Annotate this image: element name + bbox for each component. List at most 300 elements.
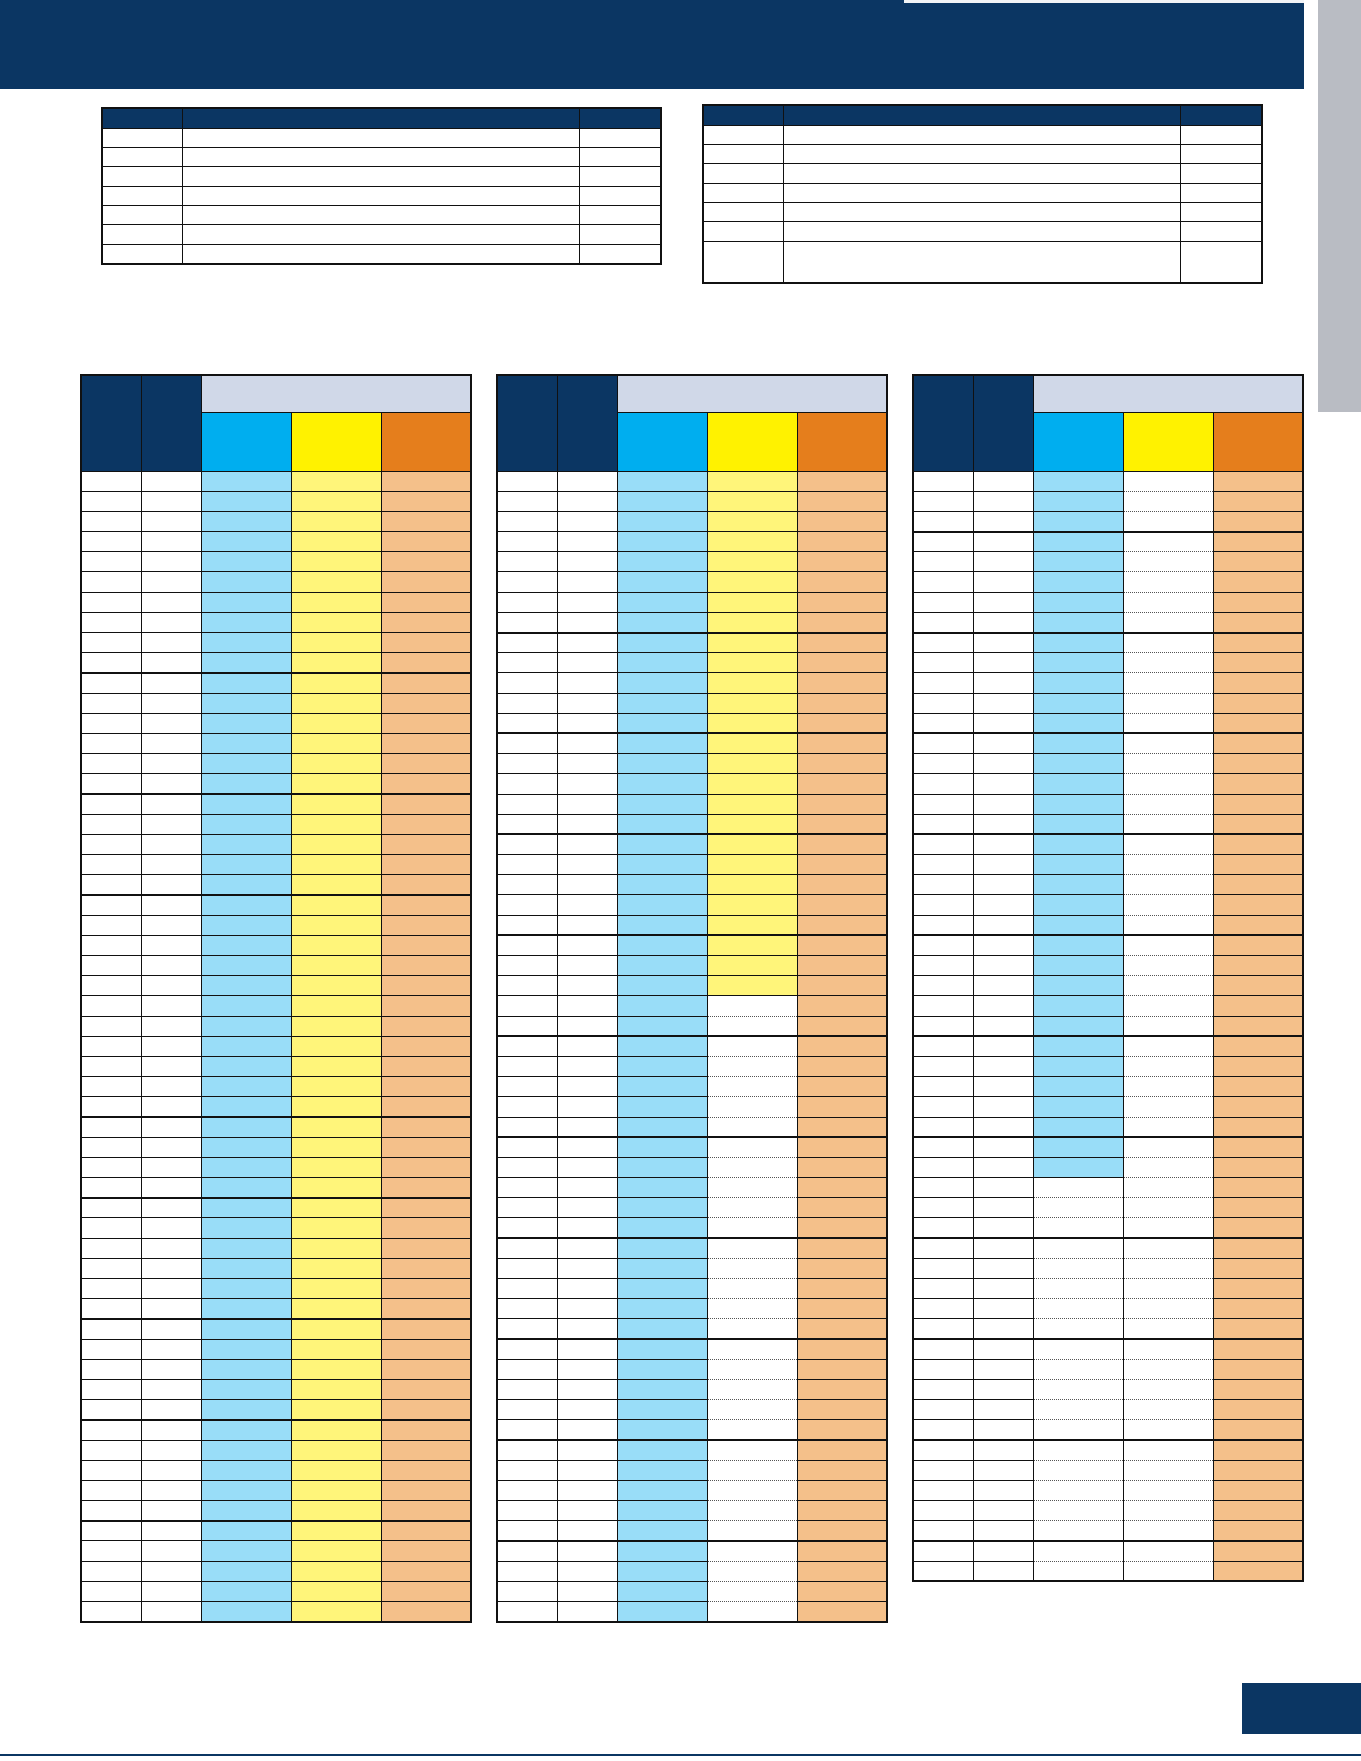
orange-cell	[381, 532, 471, 552]
orange-cell	[1213, 855, 1303, 875]
decimal-cell	[141, 1117, 201, 1137]
blue-cell	[201, 1359, 291, 1379]
blue-cell	[1033, 976, 1123, 996]
legend-cell	[580, 206, 661, 225]
yellow-cell	[1123, 471, 1213, 491]
decimal-cell	[141, 1157, 201, 1177]
table-row	[913, 834, 1303, 854]
blue-cell	[201, 1420, 291, 1440]
yellow-cell	[707, 1117, 797, 1137]
table-row	[913, 733, 1303, 753]
yellow-cell	[707, 794, 797, 814]
legend-row	[703, 144, 1262, 163]
decimal-cell	[557, 1056, 617, 1076]
blue-cell	[1033, 1460, 1123, 1480]
table-row	[913, 1379, 1303, 1399]
blue-cell	[1033, 471, 1123, 491]
orange-cell	[797, 1521, 887, 1541]
yellow-cell	[707, 673, 797, 693]
orange-cell	[381, 1198, 471, 1218]
orange-cell	[797, 1097, 887, 1117]
yellow-cell	[707, 875, 797, 895]
size-cell	[497, 1077, 557, 1097]
blue-cell	[1033, 875, 1123, 895]
yellow-cell	[291, 1339, 381, 1359]
table-row	[81, 1460, 471, 1480]
table-row	[497, 1016, 887, 1036]
orange-cell	[381, 1561, 471, 1581]
orange-cell	[381, 1359, 471, 1379]
yellow-cell	[1123, 653, 1213, 673]
table-row	[913, 1258, 1303, 1278]
table-row	[913, 1480, 1303, 1500]
size-cell	[497, 1581, 557, 1601]
table-row	[81, 1117, 471, 1137]
table-row	[497, 653, 887, 673]
yellow-cell	[1123, 1056, 1213, 1076]
decimal-cell	[973, 1258, 1033, 1278]
size-cell	[81, 1460, 141, 1480]
size-cell	[913, 1157, 973, 1177]
yellow-cell	[1123, 1501, 1213, 1521]
orange-cell	[381, 1480, 471, 1500]
yellow-cell	[1123, 976, 1213, 996]
orange-cell	[1213, 673, 1303, 693]
decimal-cell	[141, 1400, 201, 1420]
blue-cell	[201, 1440, 291, 1460]
size-cell	[497, 1117, 557, 1137]
orange-cell	[1213, 834, 1303, 854]
blue-cell	[617, 875, 707, 895]
orange-cell	[797, 915, 887, 935]
orange-cell	[381, 834, 471, 854]
size-cell	[81, 612, 141, 632]
size-cell	[913, 754, 973, 774]
yellow-cell	[291, 552, 381, 572]
orange-cell	[797, 653, 887, 673]
table-row	[497, 1400, 887, 1420]
table-row	[913, 1299, 1303, 1319]
decimal-cell	[141, 1258, 201, 1278]
decimal-cell	[141, 976, 201, 996]
yellow-cell	[1123, 956, 1213, 976]
yellow-cell	[707, 1238, 797, 1258]
blue-cell	[201, 1299, 291, 1319]
orange-cell	[1213, 1117, 1303, 1137]
yellow-cell	[1123, 935, 1213, 955]
orange-cell	[797, 1501, 887, 1521]
table-row	[497, 572, 887, 592]
decimal-cell	[973, 1097, 1033, 1117]
size-cell	[497, 1420, 557, 1440]
table-row	[497, 855, 887, 875]
orange-cell	[797, 1400, 887, 1420]
size-cell	[913, 935, 973, 955]
legend-cell	[703, 203, 783, 222]
yellow-cell	[707, 1400, 797, 1420]
yellow-cell	[291, 1218, 381, 1238]
orange-cell	[381, 552, 471, 572]
blue-cell	[201, 612, 291, 632]
orange-cell	[1213, 592, 1303, 612]
size-cell	[497, 572, 557, 592]
yellow-column-header	[707, 412, 797, 471]
decimal-cell	[141, 1056, 201, 1076]
table-row	[913, 1198, 1303, 1218]
yellow-cell	[1123, 915, 1213, 935]
orange-cell	[1213, 1440, 1303, 1460]
decimal-cell	[141, 754, 201, 774]
size-cell	[81, 491, 141, 511]
blue-cell	[617, 754, 707, 774]
table-row	[81, 1440, 471, 1460]
size-cell	[81, 1319, 141, 1339]
orange-cell	[797, 1137, 887, 1157]
size-cell	[497, 673, 557, 693]
column-header-2	[557, 375, 617, 471]
decimal-cell	[557, 875, 617, 895]
orange-cell	[381, 1097, 471, 1117]
decimal-cell	[557, 1420, 617, 1440]
table-row	[497, 1077, 887, 1097]
blue-cell	[1033, 814, 1123, 834]
decimal-cell	[141, 1238, 201, 1258]
legend-cell	[102, 225, 182, 244]
legend-cell	[580, 225, 661, 244]
blue-cell	[201, 1056, 291, 1076]
decimal-cell	[973, 814, 1033, 834]
size-cell	[81, 834, 141, 854]
blue-cell	[1033, 956, 1123, 976]
yellow-cell	[707, 733, 797, 753]
decimal-cell	[973, 572, 1033, 592]
table-row	[497, 1561, 887, 1581]
size-cell	[81, 673, 141, 693]
yellow-cell	[707, 935, 797, 955]
table-row	[497, 1299, 887, 1319]
decimal-cell	[141, 1178, 201, 1198]
blue-cell	[201, 552, 291, 572]
decimal-cell	[141, 552, 201, 572]
decimal-cell	[973, 612, 1033, 632]
column-header-1	[81, 375, 141, 471]
yellow-cell	[707, 1258, 797, 1278]
table-row	[81, 814, 471, 834]
table-row	[913, 1238, 1303, 1258]
size-cell	[497, 1157, 557, 1177]
decimal-cell	[557, 1258, 617, 1278]
decimal-cell	[973, 794, 1033, 814]
table-row	[913, 1339, 1303, 1359]
decimal-cell	[557, 1077, 617, 1097]
size-cell	[913, 572, 973, 592]
size-cell	[497, 956, 557, 976]
orange-cell	[1213, 612, 1303, 632]
size-cell	[81, 1279, 141, 1299]
yellow-cell	[1123, 673, 1213, 693]
size-cell	[497, 774, 557, 794]
table-row	[81, 1157, 471, 1177]
blue-cell	[1033, 1016, 1123, 1036]
table-row	[497, 814, 887, 834]
yellow-cell	[707, 1218, 797, 1238]
decimal-cell	[141, 1521, 201, 1541]
decimal-cell	[973, 1299, 1033, 1319]
legend-cell	[182, 147, 579, 166]
table-row	[913, 976, 1303, 996]
blue-cell	[201, 794, 291, 814]
decimal-cell	[557, 915, 617, 935]
blue-cell	[617, 976, 707, 996]
blue-cell	[617, 1501, 707, 1521]
blue-cell	[201, 1460, 291, 1480]
blue-cell	[617, 1521, 707, 1541]
size-cell	[81, 1440, 141, 1460]
orange-cell	[797, 1218, 887, 1238]
size-cell	[81, 713, 141, 733]
table-row	[81, 895, 471, 915]
size-cell	[913, 1299, 973, 1319]
table-row	[81, 1299, 471, 1319]
table-row	[913, 633, 1303, 653]
table-row	[497, 633, 887, 653]
yellow-cell	[707, 592, 797, 612]
size-cell	[81, 976, 141, 996]
size-cell	[913, 1521, 973, 1541]
table-row	[81, 1521, 471, 1541]
decimal-cell	[973, 1137, 1033, 1157]
decimal-cell	[973, 855, 1033, 875]
blue-cell	[617, 855, 707, 875]
table-row	[81, 996, 471, 1016]
yellow-cell	[291, 1581, 381, 1601]
blue-cell	[201, 1178, 291, 1198]
yellow-cell	[291, 915, 381, 935]
blue-cell	[617, 1359, 707, 1379]
size-cell	[913, 552, 973, 572]
decimal-cell	[973, 592, 1033, 612]
table-row	[497, 1379, 887, 1399]
table-row	[497, 1501, 887, 1521]
orange-cell	[797, 491, 887, 511]
table-row	[913, 532, 1303, 552]
yellow-cell	[291, 1299, 381, 1319]
blue-cell	[201, 673, 291, 693]
yellow-cell	[291, 976, 381, 996]
table-row	[913, 1400, 1303, 1420]
size-cell	[497, 1137, 557, 1157]
orange-cell	[1213, 1299, 1303, 1319]
size-cell	[497, 471, 557, 491]
yellow-cell	[291, 1359, 381, 1379]
size-cell	[497, 713, 557, 733]
orange-cell	[1213, 1400, 1303, 1420]
orange-cell	[381, 1036, 471, 1056]
size-cell	[81, 1480, 141, 1500]
blue-cell	[617, 814, 707, 834]
table-row	[913, 794, 1303, 814]
decimal-cell	[973, 915, 1033, 935]
yellow-cell	[1123, 1097, 1213, 1117]
legend-row	[703, 241, 1262, 283]
decimal-cell	[557, 1279, 617, 1299]
decimal-cell	[557, 673, 617, 693]
yellow-cell	[707, 1480, 797, 1500]
decimal-cell	[557, 1521, 617, 1541]
table-row	[497, 895, 887, 915]
size-cell	[497, 794, 557, 814]
legend-cell	[783, 241, 1180, 283]
orange-cell	[381, 511, 471, 531]
table-row	[913, 1561, 1303, 1581]
table-row	[913, 673, 1303, 693]
decimal-cell	[141, 1480, 201, 1500]
decimal-cell	[973, 1521, 1033, 1541]
decimal-cell	[141, 814, 201, 834]
table-row	[497, 754, 887, 774]
yellow-cell	[291, 855, 381, 875]
size-cell	[497, 633, 557, 653]
yellow-cell	[291, 1056, 381, 1076]
decimal-cell	[557, 1319, 617, 1339]
table-row	[913, 1097, 1303, 1117]
blue-cell	[201, 511, 291, 531]
yellow-cell	[707, 1440, 797, 1460]
orange-cell	[797, 532, 887, 552]
size-cell	[81, 1016, 141, 1036]
orange-cell	[797, 1480, 887, 1500]
orange-cell	[381, 915, 471, 935]
size-cell	[913, 1097, 973, 1117]
table-row	[497, 1258, 887, 1278]
table-row	[497, 1440, 887, 1460]
decimal-cell	[557, 1036, 617, 1056]
size-cell	[81, 1198, 141, 1218]
table-row	[913, 875, 1303, 895]
legend-cell	[703, 222, 783, 241]
blue-cell	[617, 1077, 707, 1097]
decimal-cell	[141, 1218, 201, 1238]
table-row	[81, 612, 471, 632]
size-cell	[913, 1137, 973, 1157]
decimal-cell	[973, 875, 1033, 895]
yellow-cell	[707, 1521, 797, 1541]
decimal-cell	[973, 1036, 1033, 1056]
orange-cell	[1213, 511, 1303, 531]
orange-cell	[381, 855, 471, 875]
decimal-cell	[141, 1339, 201, 1359]
decimal-cell	[141, 633, 201, 653]
blue-cell	[617, 794, 707, 814]
table-row	[913, 915, 1303, 935]
orange-cell	[1213, 1137, 1303, 1157]
size-cell	[497, 1299, 557, 1319]
yellow-cell	[1123, 875, 1213, 895]
decimal-cell	[557, 471, 617, 491]
size-cell	[913, 673, 973, 693]
decimal-cell	[557, 1379, 617, 1399]
size-cell	[81, 1561, 141, 1581]
table-row	[913, 996, 1303, 1016]
section-side-tab	[1318, 0, 1361, 412]
legend-row	[703, 203, 1262, 222]
orange-cell	[797, 592, 887, 612]
blue-cell	[617, 491, 707, 511]
size-cell	[913, 1541, 973, 1561]
size-cell	[913, 1077, 973, 1097]
decimal-cell	[973, 491, 1033, 511]
blue-cell	[201, 1117, 291, 1137]
size-cell	[81, 653, 141, 673]
table-row	[913, 1541, 1303, 1561]
orange-cell	[1213, 1279, 1303, 1299]
orange-cell	[797, 1460, 887, 1480]
orange-cell	[381, 1339, 471, 1359]
size-cell	[913, 1218, 973, 1238]
table-row	[913, 1218, 1303, 1238]
blue-cell	[617, 592, 707, 612]
yellow-cell	[707, 612, 797, 632]
table-row	[81, 552, 471, 572]
size-cell	[497, 1198, 557, 1218]
table-row	[913, 895, 1303, 915]
decimal-cell	[141, 491, 201, 511]
blue-cell	[1033, 612, 1123, 632]
size-cell	[81, 1521, 141, 1541]
blue-cell	[201, 996, 291, 1016]
orange-cell	[1213, 1238, 1303, 1258]
legend-cell	[102, 206, 182, 225]
orange-cell	[1213, 552, 1303, 572]
decimal-cell	[557, 1238, 617, 1258]
orange-cell	[381, 1258, 471, 1278]
size-cell	[497, 1521, 557, 1541]
orange-cell	[381, 1460, 471, 1480]
size-cell	[913, 1379, 973, 1399]
table-row	[497, 1137, 887, 1157]
decimal-cell	[557, 895, 617, 915]
yellow-cell	[1123, 1460, 1213, 1480]
table-row	[913, 491, 1303, 511]
size-cell	[913, 1400, 973, 1420]
orange-cell	[381, 1218, 471, 1238]
orange-cell	[797, 895, 887, 915]
blue-cell	[201, 592, 291, 612]
orange-cell	[381, 1077, 471, 1097]
size-cell	[913, 532, 973, 552]
orange-cell	[1213, 1521, 1303, 1541]
size-cell	[81, 552, 141, 572]
decimal-cell	[973, 693, 1033, 713]
orange-cell	[381, 895, 471, 915]
size-cell	[81, 693, 141, 713]
blue-cell	[201, 491, 291, 511]
yellow-cell	[1123, 1198, 1213, 1218]
decimal-cell	[141, 653, 201, 673]
orange-cell	[381, 976, 471, 996]
orange-cell	[381, 774, 471, 794]
blue-cell	[1033, 1258, 1123, 1278]
blue-cell	[1033, 1359, 1123, 1379]
blue-cell	[201, 1501, 291, 1521]
orange-cell	[797, 1198, 887, 1218]
size-cell	[81, 1178, 141, 1198]
size-cell	[497, 1178, 557, 1198]
orange-cell	[381, 471, 471, 491]
table-row	[81, 471, 471, 491]
size-cell	[81, 572, 141, 592]
table-row	[913, 511, 1303, 531]
